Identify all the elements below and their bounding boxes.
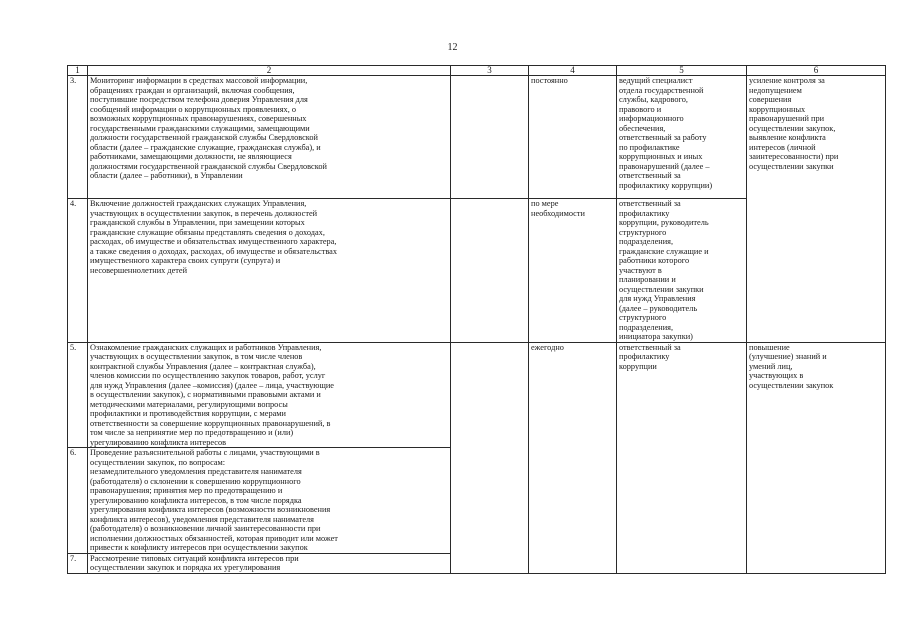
row-number: 4. [68,199,88,343]
measure-cell [88,553,451,573]
responsible-cell [617,76,747,199]
column-header: 6 [747,66,886,76]
term-text: по мере необходимости [531,199,585,218]
responsible-text: ответственный за профилактику коррупции [619,342,681,371]
table-row [68,342,886,448]
result-cell [747,199,886,343]
column-header: 2 [88,66,451,76]
result-cell [747,76,886,199]
page-number: 12 [447,42,458,53]
responsible-cell [617,199,747,343]
responsible-text: ответственный за профилактику коррупции, руководитель структурного подразделения, гражданские служащие и работники которого участвуют в планировании и осуществлении закупки для нужд Управления (далее – руководитель структурного подразделения, инициатора закупки) [619,199,709,341]
column-3-cell [451,76,529,199]
row-number: 5. [68,342,88,448]
table-row [68,76,886,199]
measure-cell [88,342,451,448]
result-cell [747,342,886,573]
measure-text: Рассмотрение типовых ситуаций конфликта интересов при осуществлении закупок и порядка их урегулирования [90,553,299,572]
result-text: повышение (улучшение) знаний и умений лиц, участвующих в осуществлении закупок [749,342,834,390]
measures-table [67,65,886,574]
term-cell [529,199,617,343]
measure-cell [88,76,451,199]
column-header: 3 [451,66,529,76]
measure-cell [88,199,451,343]
row-number: 3. [68,76,88,199]
measure-text: Ознакомление гражданских служащих и работников Управления, участвующих в осуществлении закупок, в том числе членов контрактной службы Управления (далее – контрактная служба), членов комиссии по осуществлению закупок товаров, работ, услуг для нужд Управления (далее –комиссия) (далее – лица, участвующие в осуществлении закупок), с нормативными правовыми актами и методическими материалами, регулирующими вопросы профилактики и противодействия коррупции, с мерами ответственности за совершение коррупционных правонарушений, в том числе за непринятие мер по предотвращению и (или) урегулированию конфликта интересов [90,342,334,447]
measure-text: Проведение разъяснительной работы с лицами, участвующими в осуществлении закупок, по вопросам: незамедлительного уведомления представителя нанимателя (работодателя) о склонении к совершению коррупционного правонарушения; принятия мер по предотвращению и урегулированию конфликта интересов, в том числе порядка урегулирования конфликта интересов (возможности возникновения конфликта интересов), уведомления представителя нанимателя (работодателя) о возникновении личной заинтересованности при исполнении должностных обязанностей, которая приводит или может привести к конфликту интересов при осуществлении закупок [90,448,338,552]
term-cell [529,76,617,199]
column-header: 1 [68,66,88,76]
measure-text: Мониторинг информации в средствах массовой информации, обращениях граждан и организаций, включая сообщения, поступившие посредством телефона доверия Управления для сообщений информации о коррупционных проявлениях, о возможных коррупционных правонарушениях, совершенных государственными гражданскими служащими, замещающими должности государственной гражданской службы Свердловской области (далее – гражданские служащие, гражданская служба), и работниками, замещающими должности, не являющиеся должностями государственной гражданской службы Свердловской области (далее – работники), в Управлении [90,76,327,180]
table-header-row [68,66,886,76]
column-header: 5 [617,66,747,76]
term-text: постоянно [531,76,568,85]
table-row [68,199,886,343]
column-3-cell [451,342,529,573]
row-number: 7. [68,553,88,573]
term-text: ежегодно [531,342,564,352]
responsible-cell [617,342,747,573]
row-number: 6. [68,448,88,554]
term-cell [529,342,617,573]
measure-cell [88,448,451,554]
column-header: 4 [529,66,617,76]
responsible-text: ведущий специалист отдела государственной службы, кадрового, правового и информационного обеспечения, ответственный за работу по профилактике коррупционных и иных правонарушений (далее – ответственный за профилактику коррупции) [619,76,713,190]
measure-text: Включение должностей гражданских служащих Управления, участвующих в осуществлении закупок, в перечень должностей гражданской службы в Управлении, при замещении которых гражданские служащие обязаны представлять сведения о доходах, расходах, об имуществе и обязательствах имущественного характера, а также сведения о доходах, расходах, об имуществе и обязательствах имущественного характера своих супруги (супруга) и несовершеннолетних детей [90,199,337,275]
result-text: усиление контроля за недопущением совершения коррупционных правонарушений при осуществлении закупок, выявление конфликта интересов (личной заинтересованности) при осуществлении закупки [749,76,839,171]
column-3-cell [451,199,529,343]
